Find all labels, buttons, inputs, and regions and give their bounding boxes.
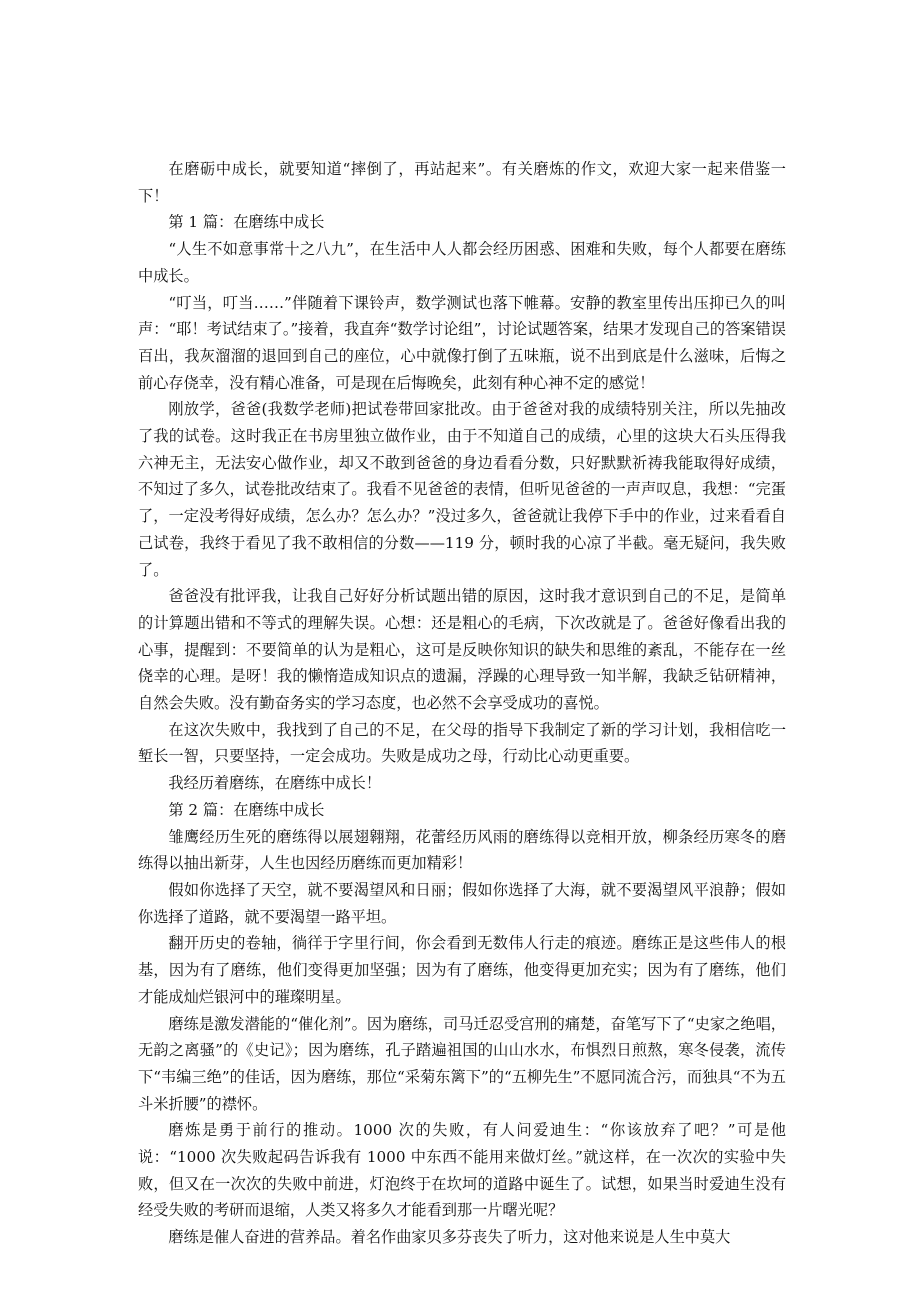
document-body	[138, 156, 786, 1251]
body-paragraph: 爸爸没有批评我，让我自己好好分析试题出错的原因，这时我才意识到自己的不足，是简单的计算题出错和不等式的理解失误。心想：还是粗心的毛病，下次改就是了。爸爸好像看出我的心事，提醒到：不要简单的认为是粗心，这可是反映你知识的缺失和思维的紊乱，不能存在一丝侥幸的心理。是呀！我的懒惰造成知识点的遗漏，浮躁的心理导致一知半解，我缺乏钻研精神，自然会失败。没有勤奋务实的学习态度，也必然不会享受成功的喜悦。	[138, 587, 786, 713]
body-paragraph: 磨炼是勇于前行的推动。1000 次的失败，有人问爱迪生：“你该放弃了吧？”可是他说：“1000 次失败起码告诉我有 1000 中东西不能用来做灯丝。”就这样，在一次次的实验中失败，但又在一次次的失败中前进，灯泡终于在坎坷的道路中诞生了。试想，如果当时爱迪生没有经受失败的考研而退缩，人类又将多久才能看到那一片曙光呢？	[138, 1121, 786, 1220]
body-paragraph: 磨练是催人奋进的营养品。着名作曲家贝多芬丧失了听力，这对他来说是人生中莫大	[168, 1228, 731, 1247]
body-paragraph: “叮当，叮当……”伴随着下课铃声，数学测试也落下帷幕。安静的教室里传出压抑已久的叫声：“耶！考试结束了。”接着，我直奔“数学讨论组”，讨论试题答案，结果才发现自己的答案错误百出，我灰溜溜的退回到自己的座位，心中就像打倒了五味瓶，说不出到底是什么滋味，后悔之前心存侥幸，没有精心准备，可是现在后悔晚矣，此刻有种心神不定的感觉！	[138, 293, 786, 392]
body-paragraph: 翻开历史的卷轴，徜徉于字里行间，你会看到无数伟人行走的痕迹。磨练正是这些伟人的根基，因为有了磨练，他们变得更加坚强；因为有了磨练，他变得更加充实；因为有了磨练，他们才能成灿烂银河中的璀璨明星。	[138, 934, 786, 1006]
body-paragraph: 雏鹰经历生死的磨练得以展翅翱翔，花蕾经历风雨的磨练得以竞相开放，柳条经历寒冬的磨练得以抽出新芽，人生也因经历磨练而更加精彩！	[138, 827, 786, 873]
body-paragraph: 假如你选择了天空，就不要渴望风和日丽；假如你选择了大海，就不要渴望风平浪静；假如你选择了道路，就不要渴望一路平坦。	[138, 880, 786, 926]
body-paragraph: 刚放学，爸爸(我数学老师)把试卷带回家批改。由于爸爸对我的成绩特别关注，所以先抽改了我的试卷。这时我正在书房里独立做作业，由于不知道自己的成绩，心里的这块大石头压得我六神无主，无法安心做作业，却又不敢到爸爸的身边看看分数，只好默默祈祷我能取得好成绩，不知过了多久，试卷批改结束了。我看不见爸爸的表情，但听见爸爸的一声声叹息，我想：“完蛋了，一定没考得好成绩，怎么办？怎么办？”没过多久，爸爸就让我停下手中的作业，过来看看自己试卷，我终于看见了我不敢相信的分数——119 分，顿时我的心凉了半截。毫无疑问，我失败了。	[138, 400, 786, 579]
intro-paragraph: 在磨砺中成长，就要知道“摔倒了，再站起来”。有关磨炼的作文，欢迎大家一起来借鉴一下！	[138, 160, 786, 205]
body-paragraph: 我经历着磨练，在磨练中成长！	[168, 774, 382, 793]
body-paragraph: “人生不如意事常十之八九”，在生活中人人都会经历困惑、困难和失败，每个人都要在磨练中成长。	[138, 240, 786, 285]
section-heading-1: 第 1 篇：在磨练中成长	[168, 213, 325, 232]
body-paragraph: 在这次失败中，我找到了自己的不足，在父母的指导下我制定了新的学习计划，我相信吃一堑长一智，只要坚持，一定会成功。失败是成功之母，行动比心动更重要。	[138, 720, 786, 766]
body-paragraph: 磨练是激发潜能的“催化剂”。因为磨练，司马迁忍受宫刑的痛楚，奋笔写下了“史家之绝唱，无韵之离骚”的《史记》；因为磨练，孔子踏遍祖国的山山水水，布惧烈日煎熬，寒冬侵袭，流传下“韦编三绝”的佳话，因为磨练，那位“采菊东篱下”的“五柳先生”不愿同流合污，而独具“不为五斗米折腰”的襟怀。	[138, 1014, 786, 1113]
section-heading-2: 第 2 篇：在磨练中成长	[168, 800, 325, 819]
